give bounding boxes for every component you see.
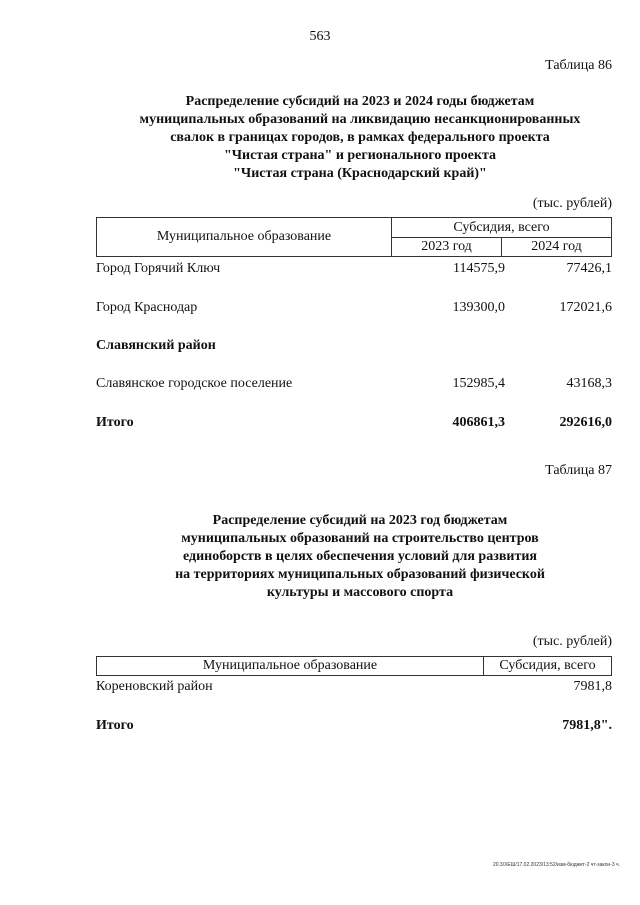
title-line: на территориях муниципальных образований физической [175,567,545,582]
page-number: 563 [309,29,331,44]
row-value-2024: 43168,3 [566,376,612,391]
title-line: Распределение субсидий на 2023 год бюджетам [212,513,508,528]
row-name: Город Краснодар [96,300,198,315]
table-row [96,376,612,394]
title-line: культуры и массового спорта [266,585,454,600]
row-name: Город Горячий Ключ [96,261,221,276]
row-value-2023: 406861,3 [452,415,505,430]
row-value-2024: 172021,6 [559,300,612,315]
table-row-total [96,415,612,433]
row-name: Итого [96,718,134,733]
row-value-2024: 292616,0 [559,415,612,430]
title-line: свалок в границах городов, в рамках федерального проекта [170,130,550,145]
row-name: Славянское городское поселение [96,376,293,391]
row-name: Кореновский район [96,679,213,694]
table-row [96,679,612,697]
table-86-header [96,217,612,257]
title-line: единоборств в целях обеспечения условий для развития [183,549,537,564]
table-86-unit: (тыс. рублей) [532,196,612,211]
table-87-unit: (тыс. рублей) [532,634,612,649]
header-municipality: Муниципальное образование [97,218,392,257]
table-row-group-header [96,338,612,356]
row-value-2023: 152985,4 [452,376,505,391]
header-year-2023: 2023 год [392,238,502,257]
table-row [96,300,612,318]
table-87-title [90,512,630,602]
title-line: Распределение субсидий на 2023 и 2024 годы бюджетам [185,94,535,109]
table-87-label: Таблица 87 [545,463,612,478]
table-86-title [90,93,630,183]
header-subsidy-total: Субсидия, всего [392,218,612,238]
table-row [96,261,612,279]
header-year-2024: 2024 год [502,238,612,257]
title-line: "Чистая страна (Краснодарский край)" [233,166,487,181]
header-municipality: Муниципальное образование [97,657,484,676]
row-value-2024: 77426,1 [566,261,612,276]
row-value-2023: 114575,9 [453,261,505,276]
row-value: 7981,8 [573,679,612,694]
table-87-header [96,656,612,676]
table-86-label: Таблица 86 [545,58,612,73]
document-footer-code: 20.3/ХЕШ/17.02.2023/13:52/изм-бюджет-2 чт-закон-3 ч. [492,862,620,868]
title-line: "Чистая страна" и регионального проекта [223,148,497,163]
title-line: муниципальных образований на ликвидацию несанкционированных [139,112,581,127]
title-line: муниципальных образований на строительство центров [181,531,539,546]
row-name: Славянский район [96,338,216,353]
table-row-total [96,718,612,736]
row-value-2023: 139300,0 [452,300,505,315]
row-value: 7981,8". [562,718,612,733]
row-name: Итого [96,415,134,430]
header-subsidy-total: Субсидия, всего [484,657,612,676]
